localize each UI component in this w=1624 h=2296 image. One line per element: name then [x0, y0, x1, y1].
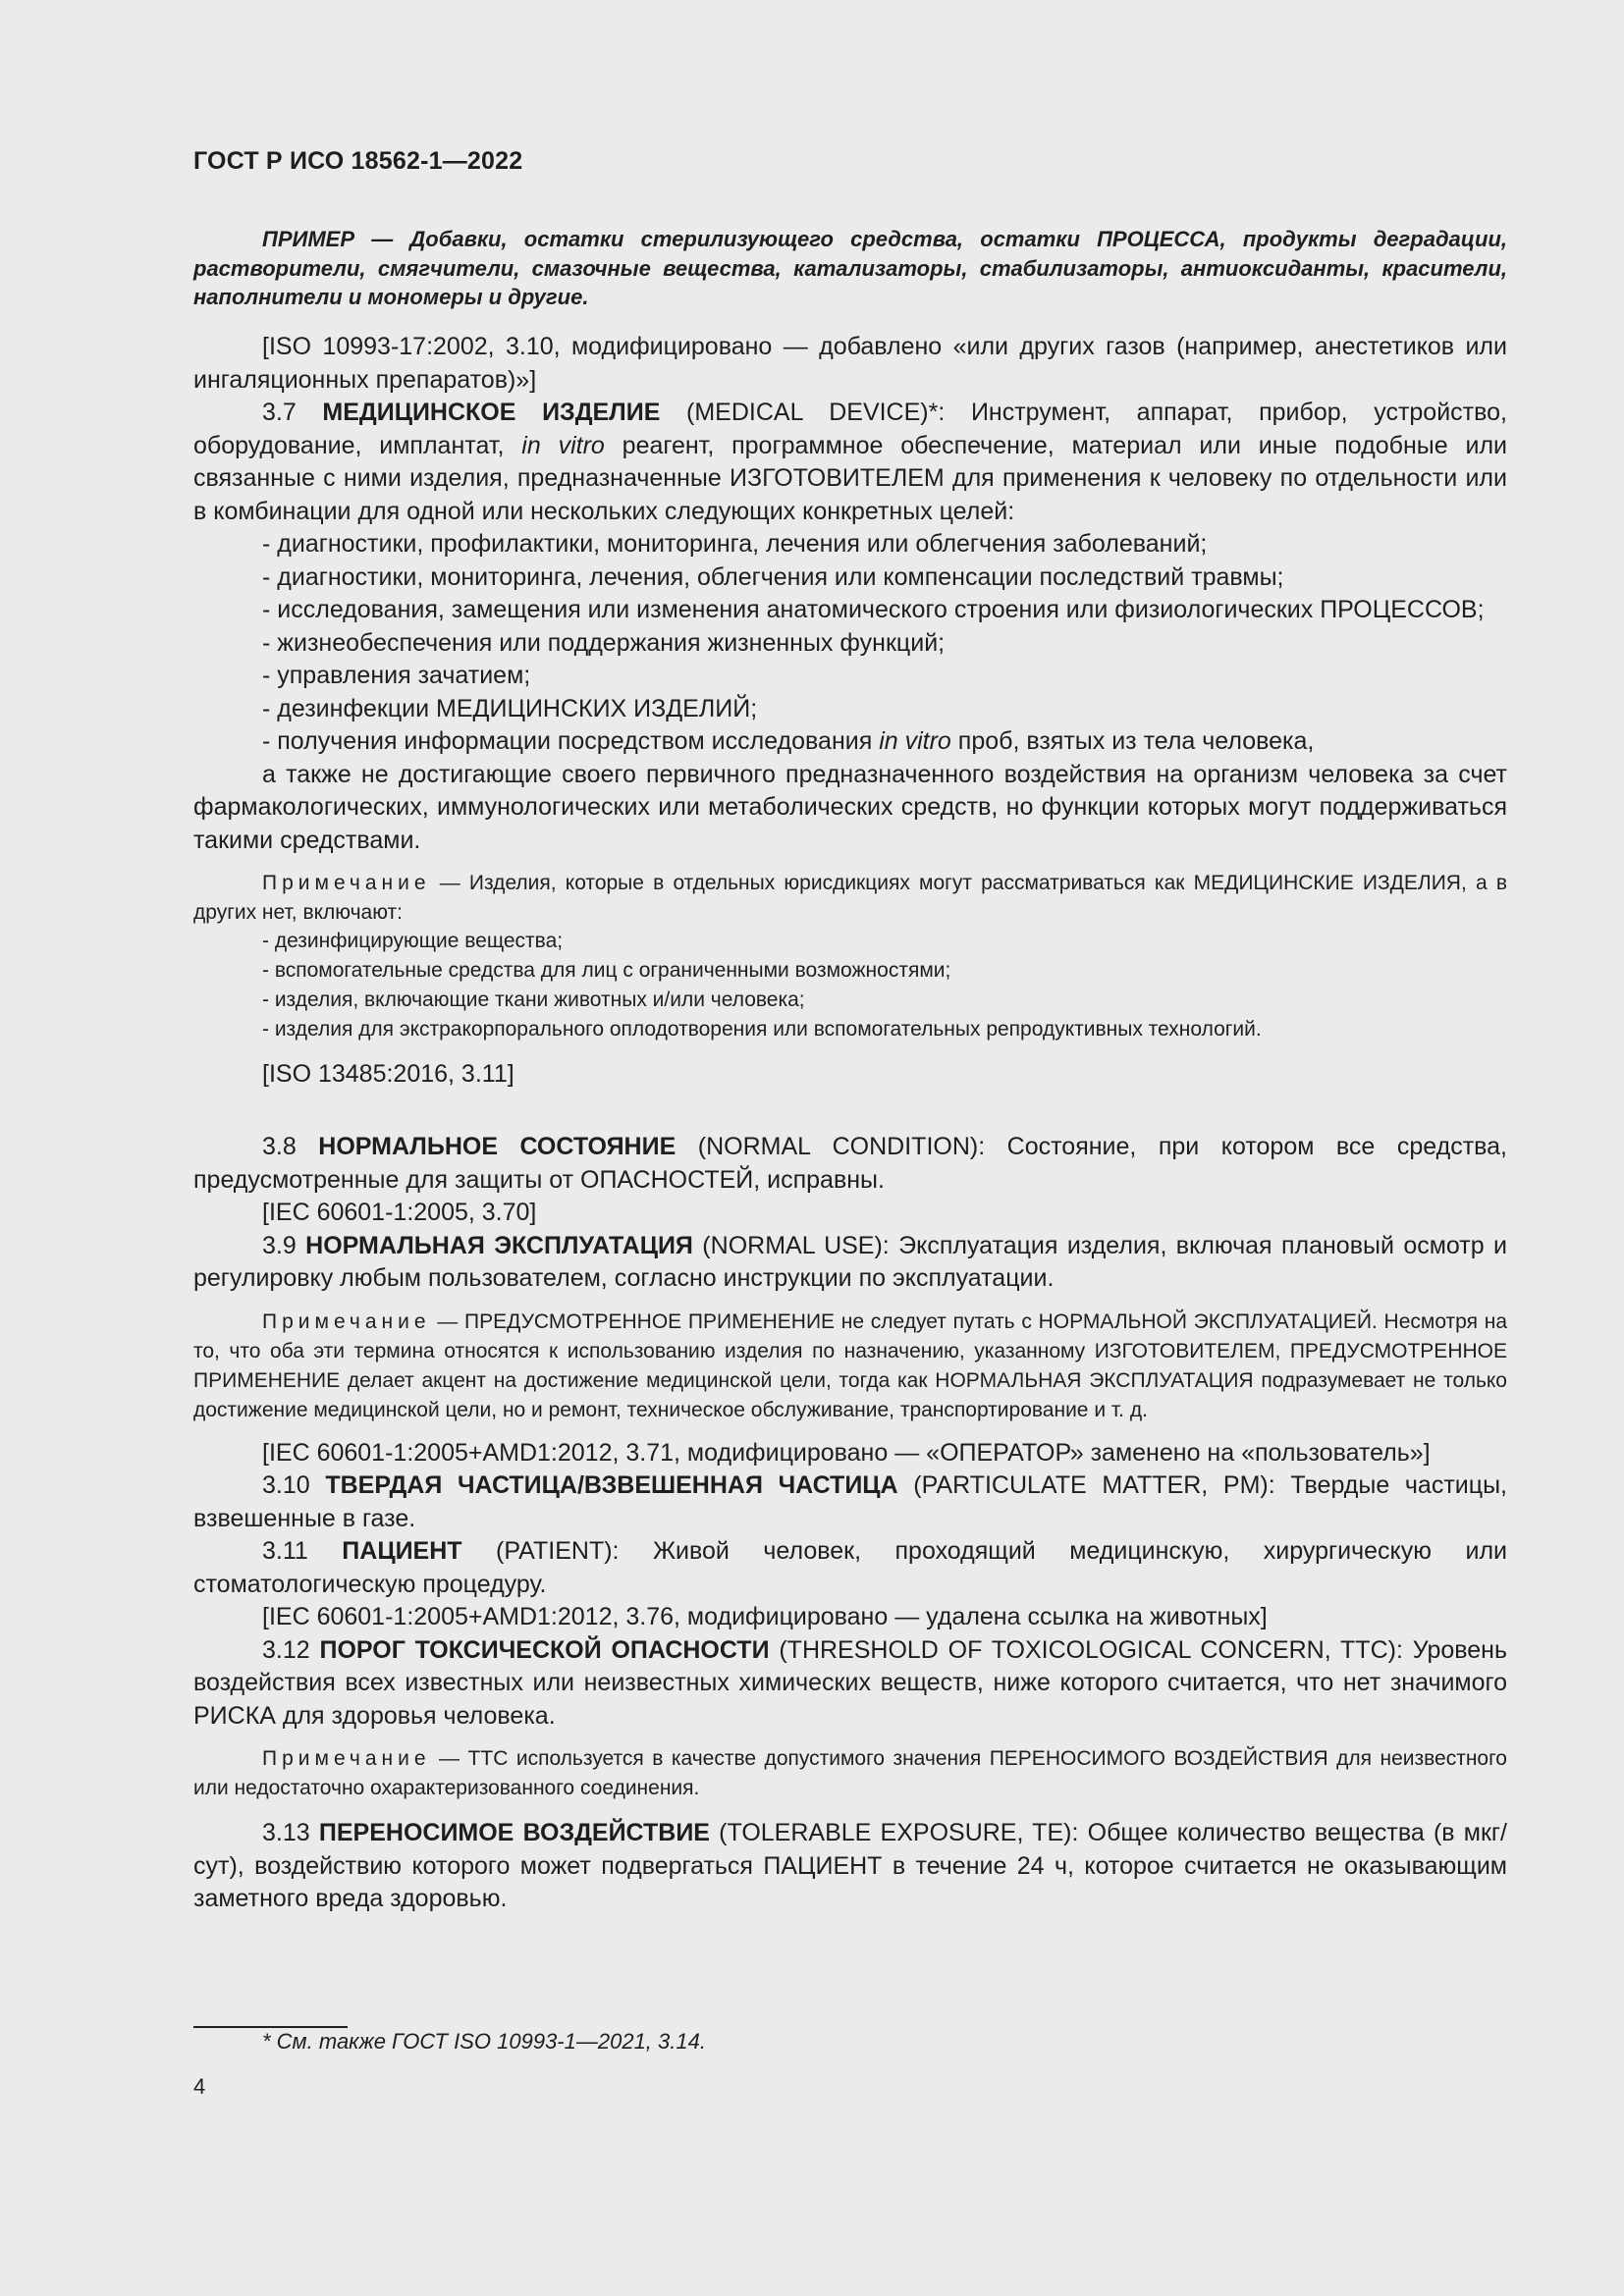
term-3-10	[193, 1469, 1507, 1535]
example-text: ПРИМЕР — Добавки, остатки стерилизующего средства, остатки ПРОЦЕССА, продукты деградации, растворители, смягчители, смазочные вещества, катализаторы, стабилизаторы, антиоксиданты, красители, наполнители и мономеры и другие.	[193, 227, 1507, 309]
note-text: — Изделия, которые в отдельных юрисдикциях могут рассматриваться как МЕДИЦИНСКИЕ ИЗДЕЛИЯ, а в других нет, включают:	[193, 872, 1507, 924]
term-3-13	[193, 1817, 1507, 1916]
term-title: ТВЕРДАЯ ЧАСТИЦА/ВЗВЕШЕННАЯ ЧАСТИЦА	[325, 1471, 898, 1499]
term-title: НОРМАЛЬНАЯ ЭКСПЛУАТАЦИЯ	[305, 1231, 693, 1259]
in-vitro-italic: in vitro	[521, 431, 605, 459]
term-text: (NORMAL CONDITION): Состояние, при котором все средства, предусмотренные для защиты от ОПАСНОСТЕЙ, исправны.	[193, 1133, 1507, 1194]
term-number: 3.10	[262, 1471, 310, 1499]
example-block	[193, 225, 1507, 312]
term-3-7	[193, 397, 1507, 528]
section-3-8-block	[193, 1131, 1507, 1916]
term-title: МЕДИЦИНСКОЕ ИЗДЕЛИЕ	[322, 399, 661, 426]
list-item	[193, 725, 1507, 759]
note-label: Примечание	[262, 1309, 431, 1333]
page-number: 4	[193, 2074, 206, 2099]
term-3-11	[193, 1535, 1507, 1601]
footnote: * См. также ГОСТ ISO 10993-1—2021, 3.14.	[262, 2029, 706, 2054]
term-text-b: реагент, программное обеспечение, материал или иные подобные или связанные с ними изделия, предназначенные ИЗГОТОВИТЕЛЕМ для применения к человеку по отдельности или в комбинации для одной или нескольких следующих конкретных целей:	[193, 431, 1507, 525]
term-title: ПАЦИЕНТ	[342, 1537, 462, 1565]
reference-iso-13485: [ISO 13485:2016, 3.11]	[262, 1060, 514, 1088]
term-number: 3.11	[262, 1537, 308, 1565]
term-number: 3.9	[262, 1231, 297, 1259]
footnote-separator	[193, 2026, 348, 2028]
list-item: - диагностики, мониторинга, лечения, облегчения или компенсации последствий травмы;	[262, 562, 1284, 591]
reference-iso-10993-17: [ISO 10993-17:2002, 3.10, модифицировано — добавлено «или других газов (например, анестетиков или ингаляционных препаратов)»]	[193, 333, 1507, 394]
term-title: НОРМАЛЬНОЕ СОСТОЯНИЕ	[318, 1133, 677, 1160]
term-text: (NORMAL USE): Эксплуатация изделия, включая плановый осмотр и регулировку любым пользователем, согласно инструкции по эксплуатации.	[193, 1231, 1507, 1292]
reference-iec-60601-3-70: [IEC 60601-1:2005, 3.70]	[262, 1199, 537, 1226]
reference-iec-60601-3-76: [IEC 60601-1:2005+AMD1:2012, 3.76, модифицировано — удалена ссылка на животных]	[262, 1603, 1268, 1630]
note-item: - изделия, включающие ткани животных и/или человека;	[262, 988, 805, 1011]
note-item: - изделия для экстракорпорального оплодотворения или вспомогательных репродуктивных технологий.	[262, 1018, 1262, 1041]
note-item: - дезинфицирующие вещества;	[262, 930, 564, 952]
note	[193, 1308, 1507, 1425]
term-title: ПЕРЕНОСИМОЕ ВОЗДЕЙСТВИЕ	[318, 1819, 710, 1846]
term-text-a: (MEDICAL DEVICE)*: Инструмент, аппарат, прибор, устройство, оборудование, имплантат,	[193, 399, 1507, 459]
note-label: Примечание	[262, 1747, 431, 1770]
list-item: - управления зачатием;	[262, 662, 531, 689]
note	[193, 869, 1507, 927]
term-3-9	[193, 1230, 1507, 1296]
term-3-12	[193, 1634, 1507, 1734]
term-text: (THRESHOLD OF TOXICOLOGICAL CONCERN, TTC): Уровень воздействия всех известных или неизвестных химических веществ, ниже которого считается, что нет значимого РИСКА для здоровья человека.	[193, 1635, 1507, 1730]
in-vitro-italic: in vitro	[879, 727, 951, 755]
list-item-text: проб, взятых из тела человека,	[950, 727, 1315, 755]
note-item: - вспомогательные средства для лиц с ограниченными возможностями;	[262, 959, 951, 982]
list-item: - исследования, замещения или изменения анатомического строения или физиологических ПРОЦЕССОВ;	[262, 596, 1485, 623]
term-text: (PARTICULATE MATTER, PM): Твердые частицы, взвешенные в газе.	[193, 1471, 1507, 1532]
document-header: ГОСТ Р ИСО 18562-1—2022	[193, 147, 523, 175]
list-item-text: - получения информации посредством исследования	[262, 727, 880, 755]
note	[193, 1744, 1507, 1803]
list-item: - жизнеобеспечения или поддержания жизненных функций;	[262, 628, 946, 657]
term-3-8	[193, 1131, 1507, 1197]
note-text: — TTC используется в качестве допустимого значения ПЕРЕНОСИМОГО ВОЗДЕЙСТВИЯ для неизвестного или недостаточно охарактеризованного соединения.	[193, 1747, 1507, 1799]
reference-iec-60601-3-71: [IEC 60601-1:2005+AMD1:2012, 3.71, модифицировано — «ОПЕРАТОР» заменено на «пользователь»]	[262, 1438, 1431, 1467]
term-number: 3.12	[262, 1635, 310, 1664]
section-3-7-block	[193, 331, 1507, 1092]
term-text: (PATIENT): Живой человек, проходящий медицинскую, хирургическую или стоматологическую процедуру.	[193, 1537, 1507, 1598]
list-item: - дезинфекции МЕДИЦИНСКИХ ИЗДЕЛИЙ;	[262, 694, 758, 722]
term-number: 3.7	[262, 399, 297, 426]
note-label: Примечание	[262, 872, 431, 894]
term-text: (TOLERABLE EXPOSURE, TE): Общее количество вещества (в мкг/сут), воздействию которого может подвергаться ПАЦИЕНТ в течение 24 ч, которое считается не оказывающим заметного вреда здоровью.	[193, 1819, 1507, 1912]
term-title: ПОРОГ ТОКСИЧЕСКОЙ ОПАСНОСТИ	[319, 1635, 770, 1664]
term-number: 3.13	[262, 1819, 310, 1846]
term-closing: а также не достигающие своего первичного предназначенного воздействия на организм человека за счет фармакологических, иммунологических или метаболических средств, но функции которых могут поддерживаться такими средствами.	[193, 760, 1507, 854]
term-number: 3.8	[262, 1133, 297, 1160]
note-text: — ПРЕДУСМОТРЕННОЕ ПРИМЕНЕНИЕ не следует путать с НОРМАЛЬНОЙ ЭКСПЛУАТАЦИЕЙ. Несмотря на то, что оба эти термина относятся к использованию изделия по назначению, указанному ИЗГОТОВИТЕЛЕМ, ПРЕДУСМОТРЕННОЕ ПРИМЕНЕНИЕ делает акцент на достижение медицинской цели, тогда как НОРМАЛЬНАЯ ЭКСПЛУАТАЦИЯ подразумевает не только достижение медицинской цели, но и ремонт, техническое обслуживание, транспортирование и т. д.	[193, 1309, 1507, 1421]
list-item: - диагностики, профилактики, мониторинга, лечения или облегчения заболеваний;	[262, 530, 1208, 558]
